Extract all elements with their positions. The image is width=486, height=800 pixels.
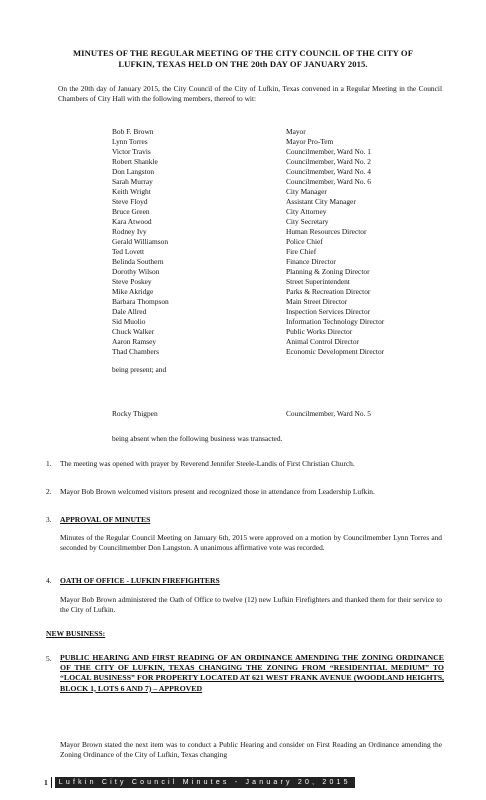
member-row [112, 297, 432, 307]
member-name: Keith Wright [112, 187, 151, 196]
item-number: 3. [46, 515, 52, 524]
member-row [112, 247, 432, 257]
member-role: Councilmember, Ward No. 4 [286, 167, 371, 176]
member-name: Steve Floyd [112, 197, 148, 206]
zoning-hearing-heading: PUBLIC HEARING AND FIRST READING OF AN ORDINANCE AMENDING THE ZONING ORDINANCE OF THE CITY OF LUFKIN, TEXAS CHANGING THE ZONING FROM “RESIDENTIAL MEDIUM” TO “LOCAL BUSINESS” FOR PROPERTY LOCATED AT 621 WEST FRANK AVENUE (WOODLAND HEIGHTS, BLOCK 1, LOTS 6 AND 7) – APPROVED [60, 653, 444, 693]
member-row [112, 227, 432, 237]
member-row [112, 347, 432, 357]
member-row [112, 277, 432, 287]
absent-name: Rocky Thigpen [112, 409, 158, 418]
member-name: Aaron Ramsey [112, 337, 157, 346]
member-row [112, 137, 432, 147]
member-role: Human Resources Director [286, 227, 367, 236]
member-role: Mayor [286, 127, 306, 136]
member-role: Mayor Pro-Tem [286, 137, 334, 146]
oath-of-office-heading: OATH OF OFFICE - LUFKIN FIREFIGHTERS [60, 576, 220, 585]
member-row [112, 147, 432, 157]
member-row [112, 207, 432, 217]
member-role: Fire Chief [286, 247, 317, 256]
member-row [112, 197, 432, 207]
member-name: Dorothy Wilson [112, 267, 160, 276]
member-roster [112, 127, 432, 357]
member-row [112, 127, 432, 137]
page-number: 1 [44, 777, 52, 788]
member-role: Councilmember, Ward No. 1 [286, 147, 371, 156]
member-role: Planning & Zoning Director [286, 267, 370, 276]
member-row [112, 317, 432, 327]
member-row [112, 257, 432, 267]
member-name: Barbara Thompson [112, 297, 169, 306]
member-name: Robert Shankle [112, 157, 158, 166]
item-number: 4. [46, 576, 52, 585]
member-name: Ted Lovett [112, 247, 145, 256]
member-role: Councilmember, Ward No. 2 [286, 157, 371, 166]
footer-text: Lufkin City Council Minutes - January 20, 2015 [55, 777, 355, 788]
member-name: Dale Allred [112, 307, 147, 316]
member-role: Information Technology Director [286, 317, 385, 326]
present-text: being present; and [112, 365, 167, 374]
member-row [112, 157, 432, 167]
member-name: Bruce Green [112, 207, 150, 216]
member-name: Bob F. Brown [112, 127, 154, 136]
member-role: City Secretary [286, 217, 329, 226]
item-number: 5. [46, 654, 52, 663]
member-name: Sid Muolio [112, 317, 146, 326]
member-name: Kara Atwood [112, 217, 152, 226]
member-row [112, 267, 432, 277]
member-name: Chuck Walker [112, 327, 155, 336]
item-number: 2. [46, 487, 52, 496]
member-row [112, 187, 432, 197]
member-role: Finance Director [286, 257, 336, 266]
absent-role: Councilmember, Ward No. 5 [286, 409, 371, 418]
page-footer [44, 777, 355, 788]
member-role: Parks & Recreation Director [286, 287, 371, 296]
document-title [40, 48, 446, 70]
member-row [112, 327, 432, 337]
member-name: Belinda Southern [112, 257, 164, 266]
intro-paragraph: On the 20th day of January 2015, the City Council of the City of Lufkin, Texas convened in a Regular Meeting in the Council Chambers of City Hall with the following members, thereof to wit: [58, 84, 442, 103]
member-role: Public Works Director [286, 327, 353, 336]
member-role: Economic Development Director [286, 347, 385, 356]
member-name: Sarah Murray [112, 177, 153, 186]
oath-of-office-text: Mayor Bob Brown administered the Oath of Office to twelve (12) new Lufkin Firefighters and thanked them for their service to the City of Lufkin. [60, 595, 442, 614]
member-row [112, 217, 432, 227]
member-name: Victor Travis [112, 147, 151, 156]
member-role: Police Chief [286, 237, 323, 246]
member-name: Mike Akridge [112, 287, 154, 296]
agenda-item-2 [46, 487, 442, 507]
member-row [112, 177, 432, 187]
member-role: Inspection Services Director [286, 307, 371, 316]
member-role: Main Street Director [286, 297, 348, 306]
member-role: City Manager [286, 187, 327, 196]
member-name: Thad Chambers [112, 347, 159, 356]
member-row [112, 337, 432, 347]
member-name: Lynn Torres [112, 137, 148, 146]
member-role: Councilmember, Ward No. 6 [286, 177, 371, 186]
agenda-item-1 [46, 459, 442, 479]
approval-of-minutes-text: Minutes of the Regular Council Meeting on January 6th, 2015 were approved on a motion by Councilmember Lynn Torres and seconded by Councilmember Don Langston. A unanimous affirmative vote was recorded. [60, 533, 442, 552]
item-text: Mayor Bob Brown welcomed visitors present and recognized those in attendance from Leadership Lufkin. [60, 487, 375, 496]
member-role: Street Superintendent [286, 277, 350, 286]
member-row [112, 287, 432, 297]
item-text: The meeting was opened with prayer by Reverend Jennifer Steele-Landis of First Christian Church. [60, 459, 355, 468]
member-role: Animal Control Director [286, 337, 360, 346]
zoning-hearing-text: Mayor Brown stated the next item was to conduct a Public Hearing and consider on First Reading an Ordinance amending the Zoning Ordinance of the City of Lufkin, Texas changing [60, 740, 442, 759]
member-role: City Attorney [286, 207, 327, 216]
member-name: Rodney Ivy [112, 227, 147, 236]
approval-of-minutes-heading: APPROVAL OF MINUTES [60, 515, 151, 524]
member-name: Steve Poskey [112, 277, 152, 286]
title-line-2: LUFKIN, TEXAS HELD ON THE 20th DAY OF JANUARY 2015. [118, 59, 368, 69]
absent-text: being absent when the following business was transacted. [112, 434, 283, 443]
member-row [112, 237, 432, 247]
member-role: Assistant City Manager [286, 197, 356, 206]
title-line-1: MINUTES OF THE REGULAR MEETING OF THE CITY COUNCIL OF THE CITY OF [72, 48, 414, 58]
item-number: 1. [46, 459, 52, 468]
member-row [112, 167, 432, 177]
member-name: Don Langston [112, 167, 155, 176]
member-row [112, 307, 432, 317]
new-business-heading: NEW BUSINESS: [46, 629, 106, 638]
member-name: Gerald Williamson [112, 237, 169, 246]
